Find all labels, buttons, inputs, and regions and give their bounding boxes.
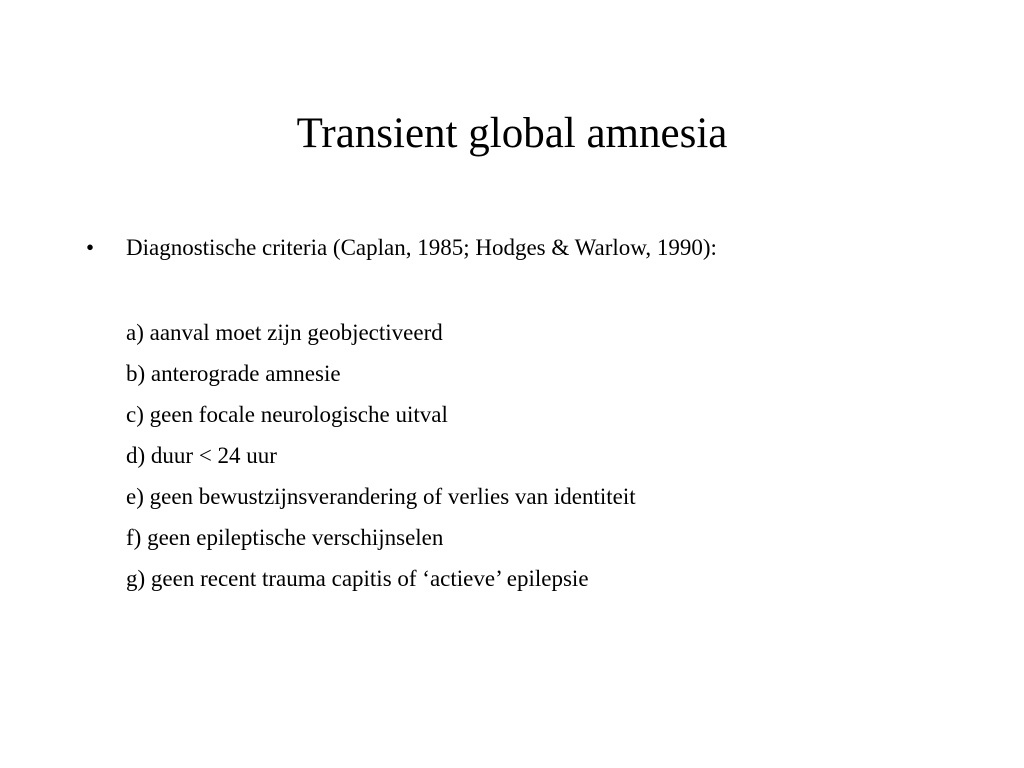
criteria-item-g: g) geen recent trauma capitis of ‘actieve’ epilepsie bbox=[126, 566, 589, 591]
bullet-marker: • bbox=[86, 235, 95, 260]
criteria-item-c: c) geen focale neurologische uitval bbox=[126, 402, 448, 427]
criteria-list bbox=[126, 312, 636, 599]
criteria-item-d: d) duur < 24 uur bbox=[126, 443, 277, 468]
criteria-item-e: e) geen bewustzijnsverandering of verlies van identiteit bbox=[126, 484, 636, 509]
criteria-item-b: b) anterograde amnesie bbox=[126, 361, 341, 386]
slide-title: Transient global amnesia bbox=[296, 110, 728, 157]
criteria-item-a: a) aanval moet zijn geobjectiveerd bbox=[126, 320, 443, 345]
criteria-item-f: f) geen epileptische verschijnselen bbox=[126, 525, 444, 550]
bullet-text: Diagnostische criteria (Caplan, 1985; Hodges & Warlow, 1990): bbox=[126, 235, 717, 260]
